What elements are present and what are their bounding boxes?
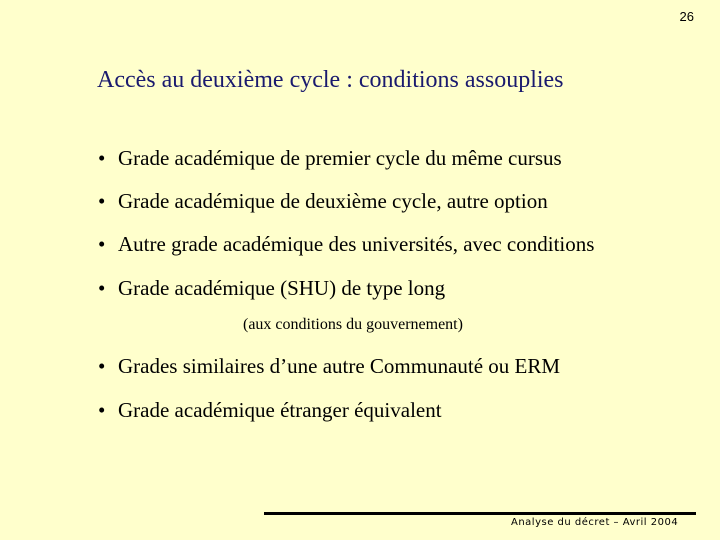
bullet-icon: •: [98, 354, 106, 378]
bullet-item: [98, 189, 548, 214]
bullet-icon: •: [98, 232, 106, 256]
bullet-item: [98, 232, 594, 257]
bullet-text: Autre grade académique des universités, avec conditions: [118, 232, 595, 256]
bullet-icon: •: [98, 398, 106, 422]
subnote: (aux conditions du gouvernement): [243, 316, 463, 333]
bullet-text: Grade académique de deuxième cycle, autre option: [118, 189, 548, 213]
bullet-text: Grades similaires d’une autre Communauté ou ERM: [118, 354, 561, 378]
bullet-text: Grade académique de premier cycle du même cursus: [118, 146, 562, 170]
bullet-item: [98, 354, 560, 379]
footer-text: Analyse du décret – Avril 2004: [511, 517, 679, 528]
footer-rule: [264, 512, 696, 515]
bullet-icon: •: [98, 146, 106, 170]
page-number: 26: [679, 9, 694, 24]
bullet-text: Grade académique (SHU) de type long: [118, 276, 446, 300]
bullet-icon: •: [98, 189, 106, 213]
bullet-item: [98, 146, 562, 171]
bullet-item: [98, 398, 442, 423]
bullet-text: Grade académique étranger équivalent: [118, 398, 442, 422]
slide-title: Accès au deuxième cycle : conditions assouplies: [97, 67, 564, 93]
bullet-item: [98, 276, 445, 301]
bullet-icon: •: [98, 276, 106, 300]
